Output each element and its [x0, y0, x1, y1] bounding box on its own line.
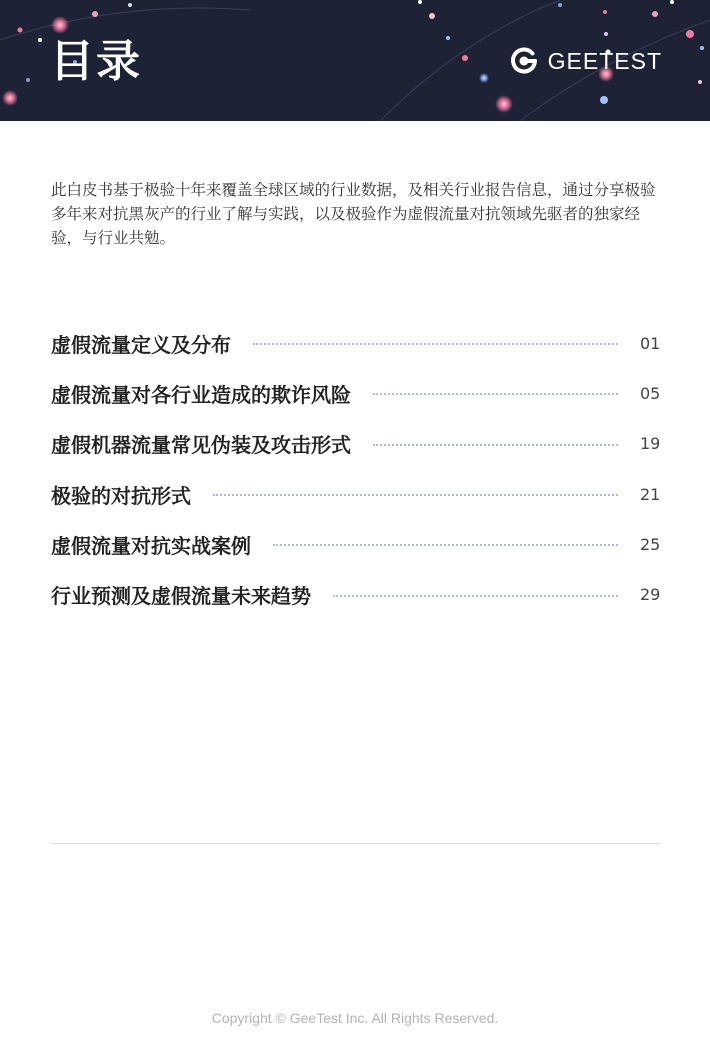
toc-item-title: 行业预测及虚假流量未来趋势 — [51, 584, 311, 609]
toc-item-title: 虚假机器流量常见伪装及攻击形式 — [51, 433, 351, 458]
toc-item[interactable] — [51, 569, 660, 619]
page-title: 目录 — [50, 36, 142, 87]
toc-item[interactable] — [51, 469, 660, 519]
toc-item-title: 虚假流量定义及分布 — [51, 332, 231, 357]
toc-leader-dots — [373, 444, 618, 446]
geetest-logo-icon — [508, 45, 540, 77]
toc-leader-dots — [373, 393, 618, 395]
logo-text: GEETEST — [547, 47, 662, 74]
toc-item-title: 极验的对抗形式 — [51, 483, 191, 508]
intro-paragraph: 此白皮书基于极验十年来覆盖全球区域的行业数据，及相关行业报告信息，通过分享极验多年来对抗黑灰产的行业了解与实践，以及极验作为虚假流量对抗领域先驱者的独家经验，与行业共勉。 — [51, 181, 656, 247]
toc-leader-dots — [213, 494, 618, 496]
toc-item-page: 29 — [640, 585, 661, 605]
toc-item-page: 19 — [640, 434, 661, 454]
toc-item[interactable] — [51, 519, 660, 569]
geetest-logo — [508, 44, 662, 78]
toc-item[interactable] — [51, 318, 660, 368]
toc-leader-dots — [253, 343, 618, 345]
header-banner — [0, 0, 710, 121]
toc-item[interactable] — [51, 419, 660, 469]
toc-item[interactable] — [51, 368, 660, 418]
toc-item-page: 01 — [640, 333, 661, 353]
toc-item-page: 05 — [640, 383, 661, 403]
toc-item-page: 21 — [640, 484, 661, 504]
toc-item-page: 25 — [640, 534, 661, 554]
toc-item-title: 虚假流量对抗实战案例 — [51, 533, 251, 558]
copyright-footer: Copyright © GeeTest Inc. All Rights Reserved. — [211, 1010, 499, 1026]
toc-leader-dots — [273, 544, 618, 546]
table-of-contents — [51, 318, 660, 620]
footer-divider — [51, 843, 660, 844]
toc-leader-dots — [333, 595, 618, 597]
toc-item-title: 虚假流量对各行业造成的欺诈风险 — [51, 382, 351, 407]
